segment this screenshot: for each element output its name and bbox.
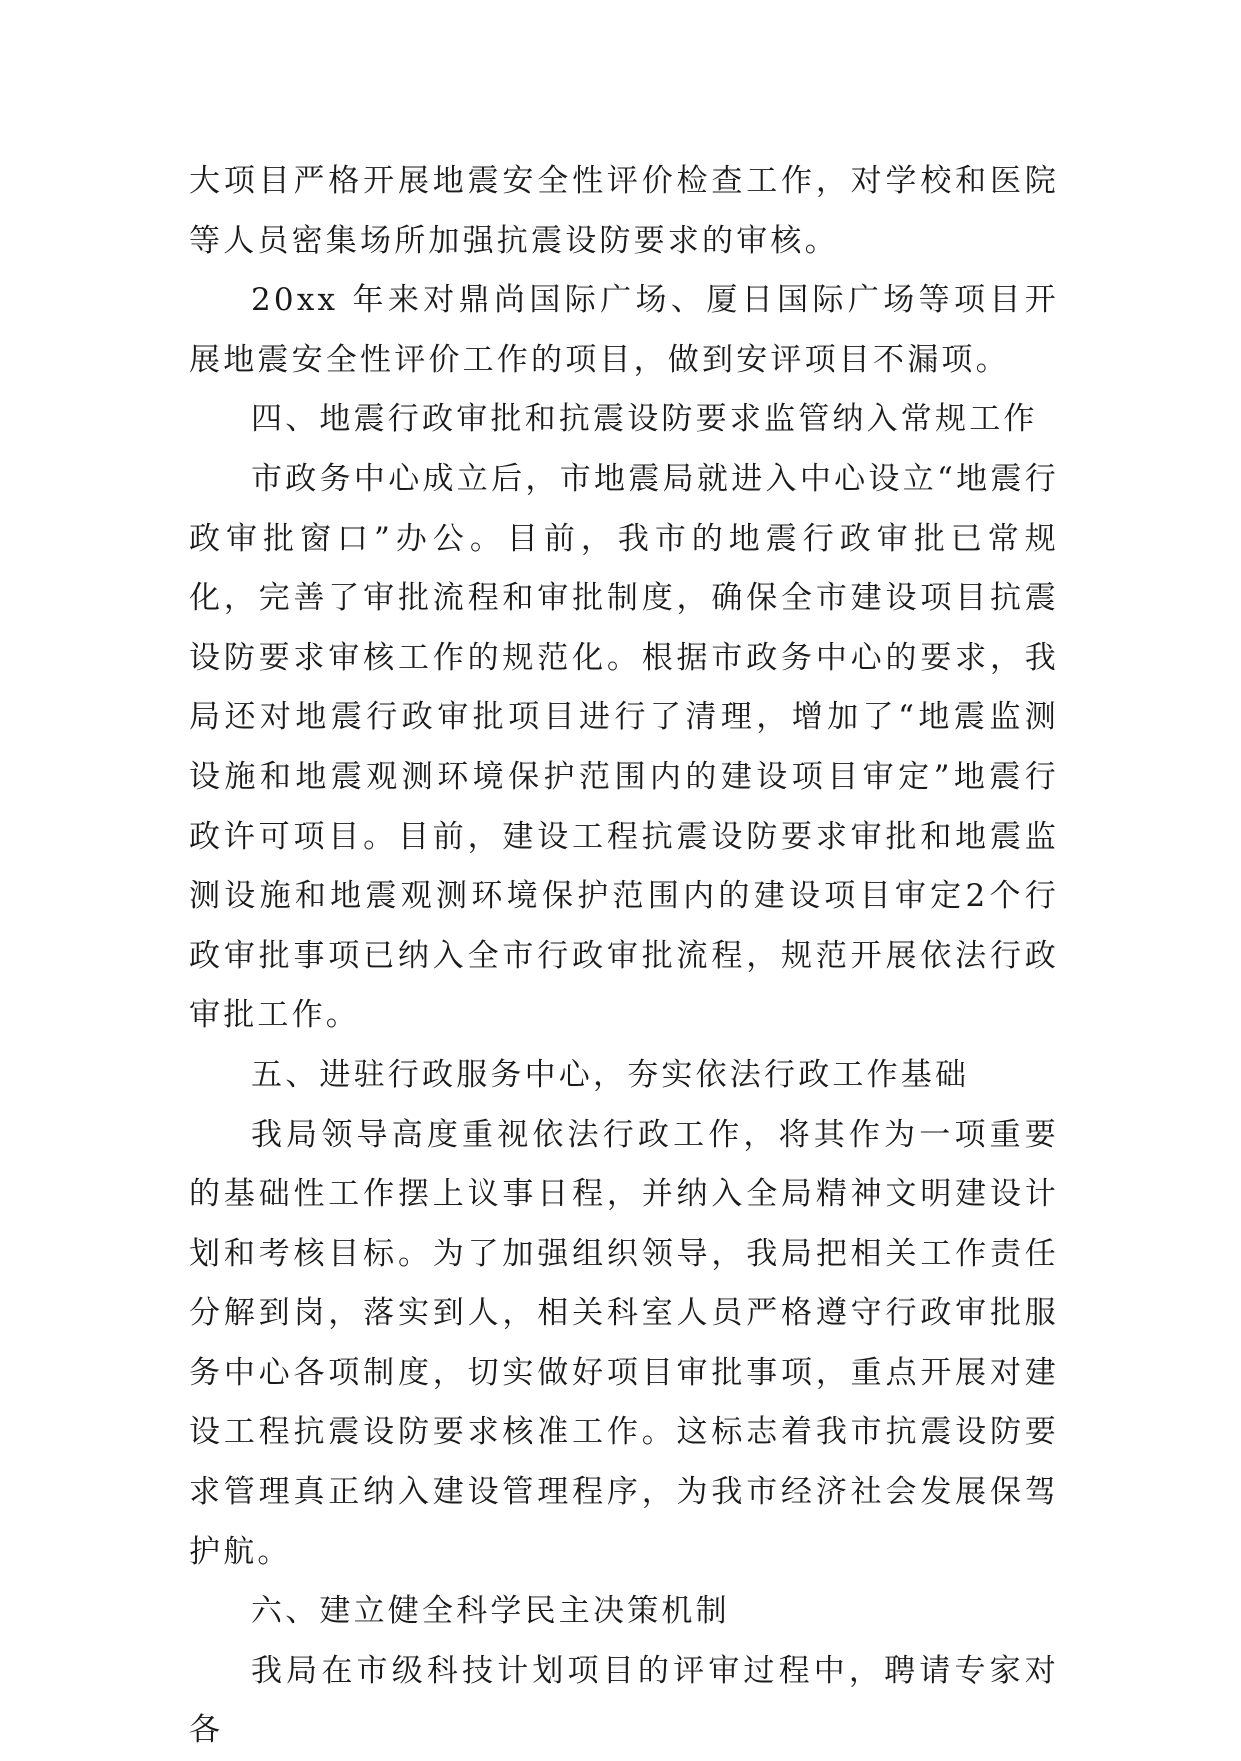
paragraph-expert-review: 我局在市级科技计划项目的评审过程中，聘请专家对各: [189, 1652, 1059, 1749]
paragraph-evaluation-projects: 20xx 年来对鼎尚国际广场、厦日国际广场等项目开展地震安全性评价工作的项目，做到安评项目不漏项。: [189, 282, 1059, 378]
paragraph-approval-window: 市政务中心成立后，市地震局就进入中心设立“地震行政审批窗口”办公。目前，我市的地震行政审批已常规化，完善了审批流程和审批制度，确保全市建设项目抗震设防要求审核工作的规范化。根据市政务中心的要求，我局还对地震行政审批项目进行了清理，增加了“地震监测设施和地震观测环境保护范围内的建设项目审定”地震行政许可项目。目前，建设工程抗震设防要求审批和地震监测设施和地震观测环境保护范围内的建设项目审定2个行政审批事项已纳入全市行政审批流程，规范开展依法行政审批工作。: [189, 460, 1059, 1034]
paragraph-leadership: 我局领导高度重视依法行政工作，将其作为一项重要的基础性工作摆上议事日程，并纳入全局精神文明建设计划和考核目标。为了加强组织领导，我局把相关工作责任分解到岗，落实到人，相关科室人员严格遵守行政审批服务中心各项制度，切实做好项目审批事项，重点开展对建设工程抗震设防要求核准工作。这标志着我市抗震设防要求管理真正纳入建设管理程序，为我市经济社会发展保驾护航。: [189, 1116, 1059, 1570]
section-heading-4: 四、地震行政审批和抗震设防要求监管纳入常规工作: [251, 401, 1038, 438]
section-heading-5: 五、进驻行政服务中心，夯实依法行政工作基础: [251, 1056, 970, 1093]
section-heading-6: 六、建立健全科学民主决策机制: [251, 1593, 730, 1630]
document-body: [189, 152, 1059, 1761]
paragraph-continuation: 大项目严格开展地震安全性评价检查工作，对学校和医院等人员密集场所加强抗震设防要求的审核。: [189, 163, 1059, 259]
